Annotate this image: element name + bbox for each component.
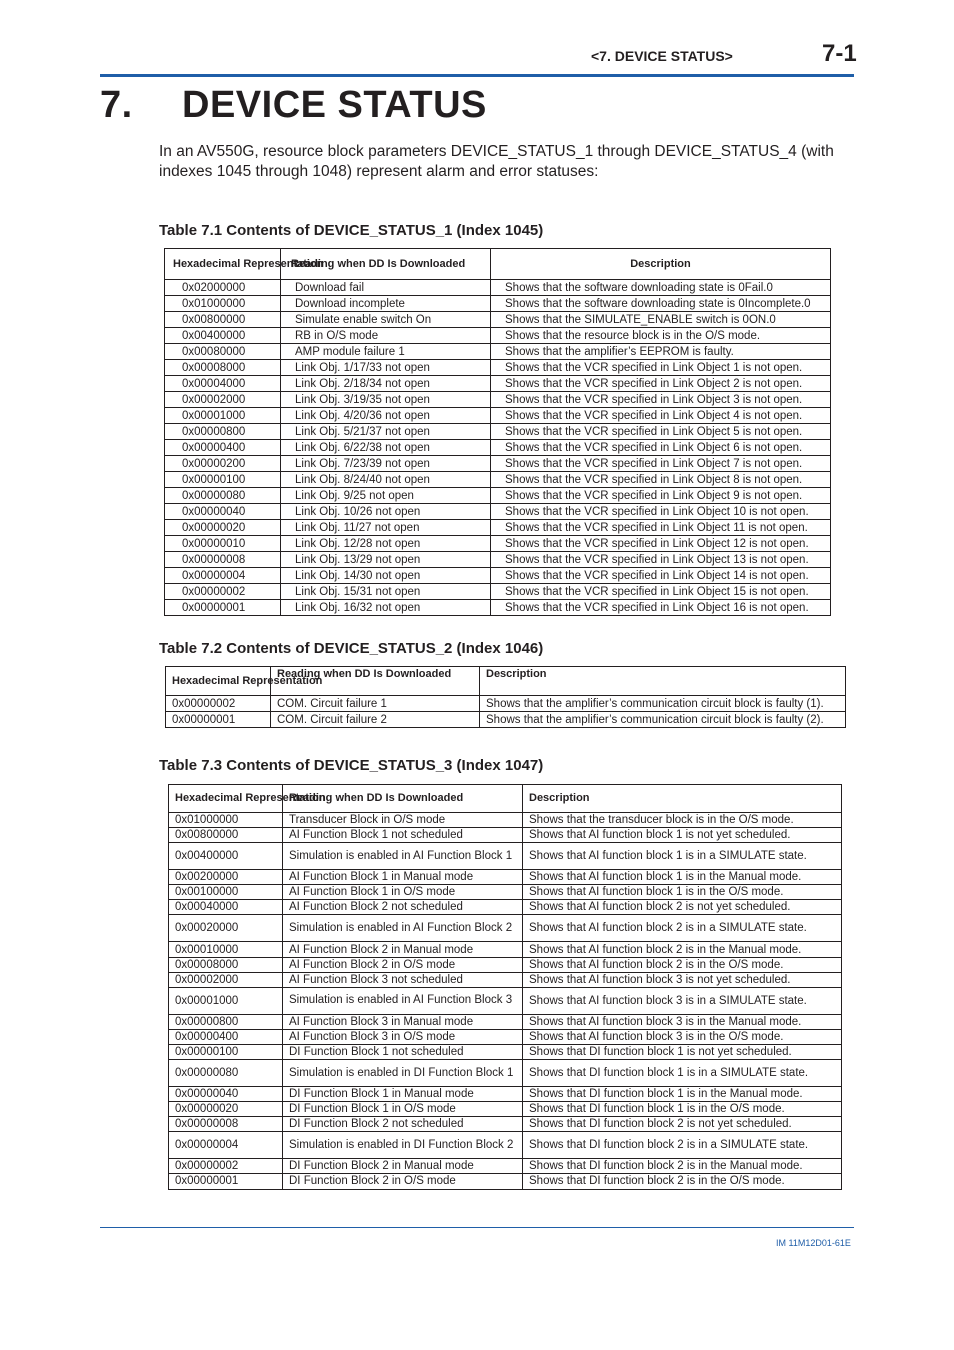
table-row	[169, 915, 842, 942]
description-cell: Shows that the SIMULATE_ENABLE switch is 0ON.0	[491, 312, 831, 328]
reading-cell: Link Obj. 2/18/34 not open	[281, 376, 491, 392]
reading-cell: Download incomplete	[281, 296, 491, 312]
table-row	[169, 1087, 842, 1102]
reading-cell: Link Obj. 6/22/38 not open	[281, 440, 491, 456]
description-cell: Shows that the software downloading state is 0Incomplete.0	[491, 296, 831, 312]
table-row	[166, 712, 846, 728]
hex-value-cell: 0x00000020	[169, 1102, 283, 1117]
intro-paragraph: In an AV550G, resource block parameters DEVICE_STATUS_1 through DEVICE_STATUS_4 (with indexes 1045 through 1048) represent alarm and error statuses:	[159, 143, 834, 180]
reading-cell: Simulation is enabled in AI Function Block 1	[283, 843, 523, 870]
table-header-cell: Hexadecimal Representation	[169, 785, 283, 813]
table-row	[169, 1159, 842, 1174]
description-cell: Shows that AI function block 1 is not yet scheduled.	[523, 828, 842, 843]
hex-value-cell: 0x00100000	[169, 885, 283, 900]
table-row	[165, 520, 831, 536]
chapter-number: 7.	[100, 84, 133, 126]
hex-value-cell: 0x00020000	[169, 915, 283, 942]
hex-value-cell: 0x02000000	[165, 280, 281, 296]
table-row	[165, 424, 831, 440]
table-row	[169, 957, 842, 972]
reading-cell: DI Function Block 1 in O/S mode	[283, 1102, 523, 1117]
hex-value-cell: 0x00001000	[165, 408, 281, 424]
reading-cell: RB in O/S mode	[281, 328, 491, 344]
reading-cell: Link Obj. 4/20/36 not open	[281, 408, 491, 424]
description-cell: Shows that the amplifier’s communication circuit block is faulty (1).	[480, 696, 846, 712]
reading-cell: AI Function Block 3 in O/S mode	[283, 1029, 523, 1044]
description-cell: Shows that the amplifier’s communication circuit block is faulty (2).	[480, 712, 846, 728]
hex-value-cell: 0x00400000	[165, 328, 281, 344]
hex-value-cell: 0x00000001	[166, 712, 271, 728]
description-cell: Shows that the VCR specified in Link Object 14 is not open.	[491, 568, 831, 584]
hex-value-cell: 0x00000400	[169, 1029, 283, 1044]
reading-cell: Link Obj. 1/17/33 not open	[281, 360, 491, 376]
reading-cell: Transducer Block in O/S mode	[283, 813, 523, 828]
reading-cell: AI Function Block 1 in Manual mode	[283, 870, 523, 885]
hex-value-cell: 0x00000010	[165, 536, 281, 552]
table-header-cell: Hexadecimal Representation	[165, 249, 281, 280]
reading-cell: Link Obj. 5/21/37 not open	[281, 424, 491, 440]
table-row	[169, 987, 842, 1014]
reading-cell: AI Function Block 3 not scheduled	[283, 972, 523, 987]
table-row	[169, 1014, 842, 1029]
description-cell: Shows that AI function block 2 is in the Manual mode.	[523, 942, 842, 957]
reading-cell: COM. Circuit failure 2	[271, 712, 480, 728]
table-row	[165, 504, 831, 520]
description-cell: Shows that the transducer block is in the O/S mode.	[523, 813, 842, 828]
reading-cell: Simulate enable switch On	[281, 312, 491, 328]
description-cell: Shows that AI function block 3 is not yet scheduled.	[523, 972, 842, 987]
table-header-cell: Description	[480, 667, 846, 696]
hex-value-cell: 0x00001000	[169, 987, 283, 1014]
description-cell: Shows that DI function block 2 is in a SIMULATE state.	[523, 1132, 842, 1159]
reading-cell: DI Function Block 2 in O/S mode	[283, 1174, 523, 1189]
description-cell: Shows that AI function block 1 is in the Manual mode.	[523, 870, 842, 885]
table-row	[165, 312, 831, 328]
hex-value-cell: 0x00000040	[169, 1087, 283, 1102]
description-cell: Shows that the resource block is in the O/S mode.	[491, 328, 831, 344]
reading-cell: COM. Circuit failure 1	[271, 696, 480, 712]
description-cell: Shows that AI function block 2 is in a SIMULATE state.	[523, 915, 842, 942]
table-row	[165, 536, 831, 552]
table-row	[165, 328, 831, 344]
reading-cell: AI Function Block 3 in Manual mode	[283, 1014, 523, 1029]
reading-cell: DI Function Block 2 not scheduled	[283, 1117, 523, 1132]
description-cell: Shows that the VCR specified in Link Object 12 is not open.	[491, 536, 831, 552]
hex-value-cell: 0x00000080	[169, 1060, 283, 1087]
hex-value-cell: 0x00200000	[169, 870, 283, 885]
hex-value-cell: 0x01000000	[165, 296, 281, 312]
reading-cell: Download fail	[281, 280, 491, 296]
table-row	[169, 1102, 842, 1117]
table-row	[169, 828, 842, 843]
description-cell: Shows that AI function block 3 is in the Manual mode.	[523, 1014, 842, 1029]
description-cell: Shows that the VCR specified in Link Object 10 is not open.	[491, 504, 831, 520]
hex-value-cell: 0x00000800	[169, 1014, 283, 1029]
reading-cell: Link Obj. 15/31 not open	[281, 584, 491, 600]
hex-value-cell: 0x00000200	[165, 456, 281, 472]
table-row	[169, 972, 842, 987]
description-cell: Shows that DI function block 1 is in the O/S mode.	[523, 1102, 842, 1117]
table-1-caption: Table 7.1 Contents of DEVICE_STATUS_1 (Index 1045)	[159, 222, 544, 239]
header-rule	[100, 74, 854, 77]
hex-value-cell: 0x00000004	[165, 568, 281, 584]
hex-value-cell: 0x00000100	[169, 1044, 283, 1059]
hex-value-cell: 0x00000080	[165, 488, 281, 504]
hex-value-cell: 0x00008000	[165, 360, 281, 376]
description-cell: Shows that the VCR specified in Link Object 9 is not open.	[491, 488, 831, 504]
reading-cell: Simulation is enabled in DI Function Block 2	[283, 1132, 523, 1159]
hex-value-cell: 0x00400000	[169, 843, 283, 870]
table-2	[165, 666, 846, 728]
hex-value-cell: 0x00000400	[165, 440, 281, 456]
table-row	[169, 870, 842, 885]
table-row	[169, 942, 842, 957]
chapter-title: DEVICE STATUS	[182, 84, 487, 126]
description-cell: Shows that AI function block 3 is in a SIMULATE state.	[523, 987, 842, 1014]
page-number: 7-1	[822, 40, 857, 67]
description-cell: Shows that DI function block 1 is in a SIMULATE state.	[523, 1060, 842, 1087]
table-2-caption: Table 7.2 Contents of DEVICE_STATUS_2 (Index 1046)	[159, 640, 544, 657]
table-row	[165, 600, 831, 616]
hex-value-cell: 0x00000002	[169, 1159, 283, 1174]
table-3-caption: Table 7.3 Contents of DEVICE_STATUS_3 (Index 1047)	[159, 757, 544, 774]
description-cell: Shows that the VCR specified in Link Object 2 is not open.	[491, 376, 831, 392]
reading-cell: Link Obj. 14/30 not open	[281, 568, 491, 584]
table-row	[165, 568, 831, 584]
table-row	[169, 900, 842, 915]
table-row	[169, 1117, 842, 1132]
table-row	[165, 344, 831, 360]
table-header-cell: Description	[491, 249, 831, 280]
table-row	[169, 1132, 842, 1159]
reading-cell: AI Function Block 2 not scheduled	[283, 900, 523, 915]
hex-value-cell: 0x00080000	[165, 344, 281, 360]
reading-cell: DI Function Block 1 in Manual mode	[283, 1087, 523, 1102]
description-cell: Shows that the VCR specified in Link Object 3 is not open.	[491, 392, 831, 408]
table-row	[165, 440, 831, 456]
document-id: IM 11M12D01-61E	[776, 1238, 851, 1248]
table-row	[165, 472, 831, 488]
description-cell: Shows that the VCR specified in Link Object 1 is not open.	[491, 360, 831, 376]
table-row	[169, 813, 842, 828]
hex-value-cell: 0x00000001	[169, 1174, 283, 1189]
reading-cell: Simulation is enabled in DI Function Block 1	[283, 1060, 523, 1087]
table-header-cell: Hexadecimal Representation	[166, 667, 271, 696]
reading-cell: Link Obj. 12/28 not open	[281, 536, 491, 552]
hex-value-cell: 0x00002000	[165, 392, 281, 408]
running-header-section: <7. DEVICE STATUS>	[591, 48, 733, 64]
table-row	[165, 488, 831, 504]
hex-value-cell: 0x00000800	[165, 424, 281, 440]
reading-cell: AI Function Block 1 in O/S mode	[283, 885, 523, 900]
table-row	[169, 885, 842, 900]
description-cell: Shows that AI function block 2 is not yet scheduled.	[523, 900, 842, 915]
table-row	[169, 843, 842, 870]
hex-value-cell: 0x00000100	[165, 472, 281, 488]
reading-cell: Link Obj. 13/29 not open	[281, 552, 491, 568]
description-cell: Shows that the VCR specified in Link Object 15 is not open.	[491, 584, 831, 600]
hex-value-cell: 0x00800000	[165, 312, 281, 328]
reading-cell: Link Obj. 3/19/35 not open	[281, 392, 491, 408]
description-cell: Shows that the VCR specified in Link Object 7 is not open.	[491, 456, 831, 472]
description-cell: Shows that AI function block 3 is in the O/S mode.	[523, 1029, 842, 1044]
description-cell: Shows that DI function block 1 is not yet scheduled.	[523, 1044, 842, 1059]
footer-rule	[100, 1227, 854, 1228]
table-row	[165, 552, 831, 568]
reading-cell: DI Function Block 1 not scheduled	[283, 1044, 523, 1059]
table-row	[165, 280, 831, 296]
table-row	[169, 1044, 842, 1059]
description-cell: Shows that the software downloading state is 0Fail.0	[491, 280, 831, 296]
table-row	[165, 376, 831, 392]
table-1	[164, 248, 831, 616]
description-cell: Shows that the VCR specified in Link Object 4 is not open.	[491, 408, 831, 424]
reading-cell: Link Obj. 10/26 not open	[281, 504, 491, 520]
table-header-cell: Description	[523, 785, 842, 813]
table-row	[165, 360, 831, 376]
reading-cell: AI Function Block 2 in Manual mode	[283, 942, 523, 957]
table-row	[166, 696, 846, 712]
hex-value-cell: 0x01000000	[169, 813, 283, 828]
table-header-cell: Reading when DD Is Downloaded	[283, 785, 523, 813]
reading-cell: AMP module failure 1	[281, 344, 491, 360]
reading-cell: Link Obj. 16/32 not open	[281, 600, 491, 616]
table-row	[169, 1060, 842, 1087]
description-cell: Shows that the VCR specified in Link Object 13 is not open.	[491, 552, 831, 568]
description-cell: Shows that AI function block 1 is in the O/S mode.	[523, 885, 842, 900]
hex-value-cell: 0x00000020	[165, 520, 281, 536]
table-row	[165, 408, 831, 424]
hex-value-cell: 0x00040000	[169, 900, 283, 915]
description-cell: Shows that the VCR specified in Link Object 16 is not open.	[491, 600, 831, 616]
description-cell: Shows that the VCR specified in Link Object 8 is not open.	[491, 472, 831, 488]
table-row	[165, 392, 831, 408]
hex-value-cell: 0x00000001	[165, 600, 281, 616]
hex-value-cell: 0x00004000	[165, 376, 281, 392]
table-row	[165, 584, 831, 600]
description-cell: Shows that the VCR specified in Link Object 11 is not open.	[491, 520, 831, 536]
hex-value-cell: 0x00000008	[165, 552, 281, 568]
description-cell: Shows that AI function block 2 is in the O/S mode.	[523, 957, 842, 972]
table-header-cell: Reading when DD Is Downloaded	[271, 667, 480, 696]
table-row	[165, 456, 831, 472]
hex-value-cell: 0x00002000	[169, 972, 283, 987]
description-cell: Shows that AI function block 1 is in a SIMULATE state.	[523, 843, 842, 870]
table-row	[169, 1029, 842, 1044]
table-3	[168, 784, 842, 1190]
reading-cell: Simulation is enabled in AI Function Block 3	[283, 987, 523, 1014]
hex-value-cell: 0x00008000	[169, 957, 283, 972]
hex-value-cell: 0x00000004	[169, 1132, 283, 1159]
reading-cell: Link Obj. 8/24/40 not open	[281, 472, 491, 488]
description-cell: Shows that the VCR specified in Link Object 5 is not open.	[491, 424, 831, 440]
table-header-cell: Reading when DD Is Downloaded	[281, 249, 491, 280]
table-row	[169, 1174, 842, 1189]
reading-cell: AI Function Block 1 not scheduled	[283, 828, 523, 843]
description-cell: Shows that DI function block 2 is in the O/S mode.	[523, 1174, 842, 1189]
reading-cell: DI Function Block 2 in Manual mode	[283, 1159, 523, 1174]
reading-cell: Simulation is enabled in AI Function Block 2	[283, 915, 523, 942]
description-cell: Shows that DI function block 2 is in the Manual mode.	[523, 1159, 842, 1174]
table-row	[165, 296, 831, 312]
hex-value-cell: 0x00000002	[166, 696, 271, 712]
reading-cell: AI Function Block 2 in O/S mode	[283, 957, 523, 972]
hex-value-cell: 0x00800000	[169, 828, 283, 843]
description-cell: Shows that DI function block 2 is not yet scheduled.	[523, 1117, 842, 1132]
description-cell: Shows that DI function block 1 is in the Manual mode.	[523, 1087, 842, 1102]
description-cell: Shows that the amplifier’s EEPROM is faulty.	[491, 344, 831, 360]
reading-cell: Link Obj. 7/23/39 not open	[281, 456, 491, 472]
hex-value-cell: 0x00000002	[165, 584, 281, 600]
description-cell: Shows that the VCR specified in Link Object 6 is not open.	[491, 440, 831, 456]
hex-value-cell: 0x00000040	[165, 504, 281, 520]
reading-cell: Link Obj. 11/27 not open	[281, 520, 491, 536]
reading-cell: Link Obj. 9/25 not open	[281, 488, 491, 504]
hex-value-cell: 0x00000008	[169, 1117, 283, 1132]
hex-value-cell: 0x00010000	[169, 942, 283, 957]
